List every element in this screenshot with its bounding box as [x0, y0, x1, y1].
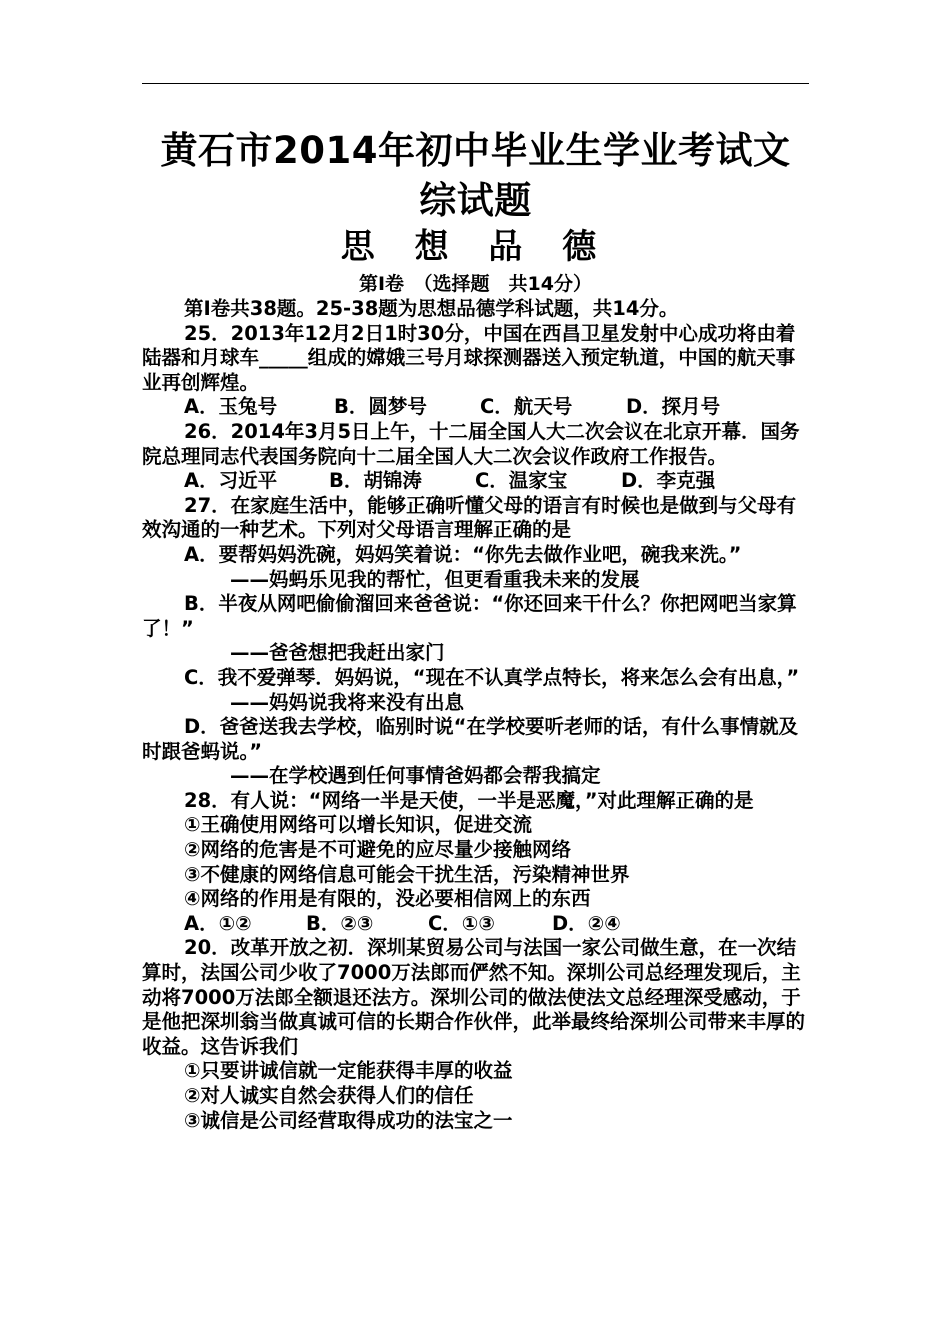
- option-d: D．探月号: [626, 395, 721, 419]
- option-d: D．李克强: [621, 469, 716, 493]
- exam-body: [142, 297, 814, 1133]
- top-rule: [142, 83, 809, 84]
- option-c: C．①③: [428, 911, 495, 935]
- option-c: C．航天号: [480, 395, 573, 419]
- exam-title: 黄石市2014年初中毕业生学业考试文综试题: [160, 129, 791, 222]
- option-b: B．②③: [306, 911, 374, 935]
- question-28-stem: 28．有人说：“网络一半是天使，一半是恶魔，”对此理解正确的是: [184, 788, 754, 812]
- question-27-option-d-note: ——在学校遇到任何事情爸妈都会帮我搞定: [230, 764, 601, 788]
- question-26-stem: 26．2014年3月5日上午，十二届全国人大二次会议在北京开幕．国务院总理同志代表国务院向十二届全国人大二次会议作政府工作报告。: [142, 419, 800, 468]
- question-28-item-1: ①王确使用网络可以增长知识，促进交流: [184, 813, 533, 837]
- question-27-option-d: D．爸爸送我去学校，临别时说“在学校要听老师的话，有什么事情就及时跟爸蚂说。”: [142, 715, 799, 763]
- question-27-option-b-note: ——爸爸想把我赶出家门: [230, 641, 445, 665]
- question-25-options: [142, 395, 814, 420]
- option-c: C．温家宝: [475, 469, 568, 493]
- option-b: B．圆梦号: [334, 395, 427, 419]
- option-a: A．玉兔号: [184, 395, 278, 419]
- question-27-option-a-note: ——妈蚂乐见我的帮忙，但更看重我未来的发展: [230, 567, 640, 591]
- question-25-stem: 25．2013年12月2日1时30分，中国在西昌卫星发射中心成功将由着陆器和月球车_____组成的嫦娥三号月球探测器送入预定轨道，中国的航天事业再创辉煌。: [142, 321, 796, 394]
- option-d: D．②④: [552, 911, 621, 935]
- question-29-item-2: ②对人诚实自然会获得人们的信任: [184, 1084, 474, 1107]
- question-29-item-1: ①只要讲诚信就一定能获得丰厚的收益: [184, 1059, 513, 1083]
- question-29-item-3: ③诚信是公司经营取得成功的法宝之一: [184, 1108, 513, 1132]
- question-27-option-c-note: ——妈妈说我将来没有出息: [230, 690, 465, 714]
- question-28-item-3: ③不健康的网络信息可能会干扰生活，污染精神世界: [184, 862, 630, 886]
- question-28-options: [142, 912, 814, 937]
- option-a: A．①②: [184, 911, 252, 935]
- question-28-item-4: ④网络的作用是有限的，没必要相信网上的东西: [184, 887, 591, 911]
- intro-text: 第Ⅰ卷共38题。25-38题为思想品德学科试题，共14分。: [184, 297, 679, 320]
- section-header: 第Ⅰ卷 （选择题 共14分）: [358, 273, 592, 295]
- question-27-stem: 27．在家庭生活中，能够正确听懂父母的语言有时候也是做到与父母有效沟通的一种艺术。下列对父母语言理解正确的是: [142, 493, 797, 542]
- option-a: A．习近平: [184, 469, 278, 493]
- question-29-stem: 20．改革开放之初．深圳某贸易公司与法国一家公司做生意，在一次结算时，法国公司少收了7000万法郎而俨然不知。深圳公司总经理发现后，主动将7000万法郎全额退还法方。深圳公司的做法使法文总经理深受感动，于是他把深圳翁当做真诚可信的长期合作伙伴，此举最终给深圳公司带来丰厚的收益。这告诉我们: [142, 936, 806, 1058]
- question-27-option-c: C．我不爱弹琴．妈妈说，“现在不认真学点特长，将来怎么会有出息，”: [184, 665, 800, 689]
- question-28-item-2: ②网络的危害是不可避免的应尽量少接触网络: [184, 838, 572, 862]
- subject-title: 思 想 品 德: [340, 227, 611, 267]
- question-26-options: [142, 469, 814, 494]
- option-b: B．胡锦涛: [329, 469, 422, 493]
- question-27-option-b: B．半夜从网吧偷偷溜回来爸爸说：“你还回来干什么？你把网吧当家算了！”: [142, 592, 797, 640]
- question-27-option-a: A．要帮妈妈洗碗，妈妈笑着说：“你先去做作业吧，碗我来洗。”: [184, 542, 742, 566]
